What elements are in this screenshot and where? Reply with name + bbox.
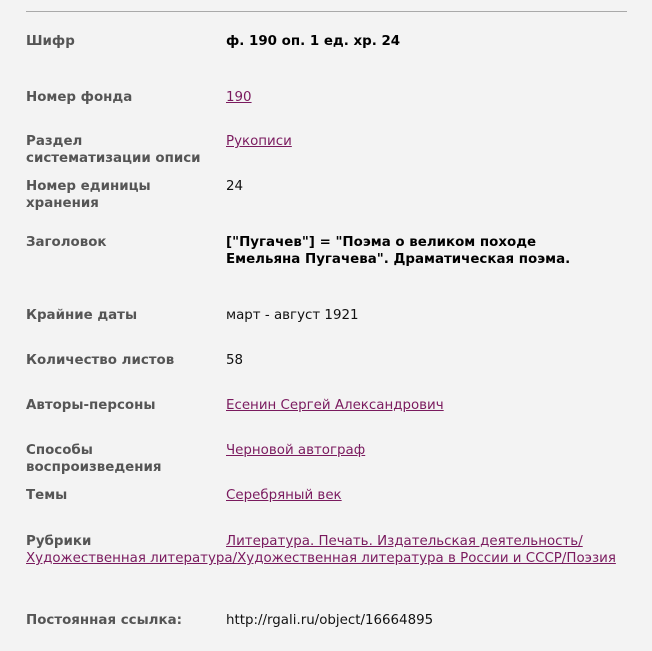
- permalink-label: Постоянная ссылка:: [26, 613, 182, 628]
- sheets-value: 58: [226, 353, 244, 368]
- dates-label: Крайние даты: [26, 308, 138, 323]
- shifr-value: ф. 190 оп. 1 ед. хр. 24: [226, 34, 401, 49]
- section-link[interactable]: Рукописи: [226, 134, 292, 149]
- dates-value: март - август 1921: [226, 308, 359, 323]
- title-value: ["Пугачев"] = "Поэма о великом походе Емельяна Пугачева". Драматическая поэма.: [226, 235, 571, 267]
- shifr-label: Шифр: [26, 34, 75, 49]
- section-value: [226, 133, 626, 150]
- fond-label: Номер фонда: [26, 90, 133, 105]
- rubrics-link[interactable]: Литература. Печать. Издательская деятельность/Художественная литература/Художественная литература в России и СССР/Поэзия: [26, 534, 616, 566]
- themes-link[interactable]: Серебряный век: [226, 488, 342, 503]
- unit-label: Номер единицы хранения: [26, 179, 151, 211]
- unit-value: 24: [226, 179, 244, 194]
- rubrics-label: Рубрики: [26, 534, 92, 549]
- fond-value: [226, 89, 626, 106]
- reproduction-value: [226, 442, 626, 459]
- reproduction-label: Способы воспроизведения: [26, 443, 162, 475]
- section-label: Раздел систематизации описи: [26, 134, 201, 166]
- authors-value: [226, 397, 626, 414]
- title-label: Заголовок: [26, 235, 107, 250]
- sheets-label: Количество листов: [26, 353, 175, 368]
- authors-link[interactable]: Есенин Сергей Александрович: [226, 398, 444, 413]
- authors-label: Авторы-персоны: [26, 398, 156, 413]
- rubrics-value: [26, 533, 626, 567]
- themes-label: Темы: [26, 488, 68, 503]
- permalink-value: http://rgali.ru/object/16664895: [226, 613, 434, 628]
- themes-value: [226, 487, 626, 504]
- top-divider: [26, 11, 627, 12]
- fond-link[interactable]: 190: [226, 90, 252, 105]
- reproduction-link[interactable]: Черновой автограф: [226, 443, 366, 458]
